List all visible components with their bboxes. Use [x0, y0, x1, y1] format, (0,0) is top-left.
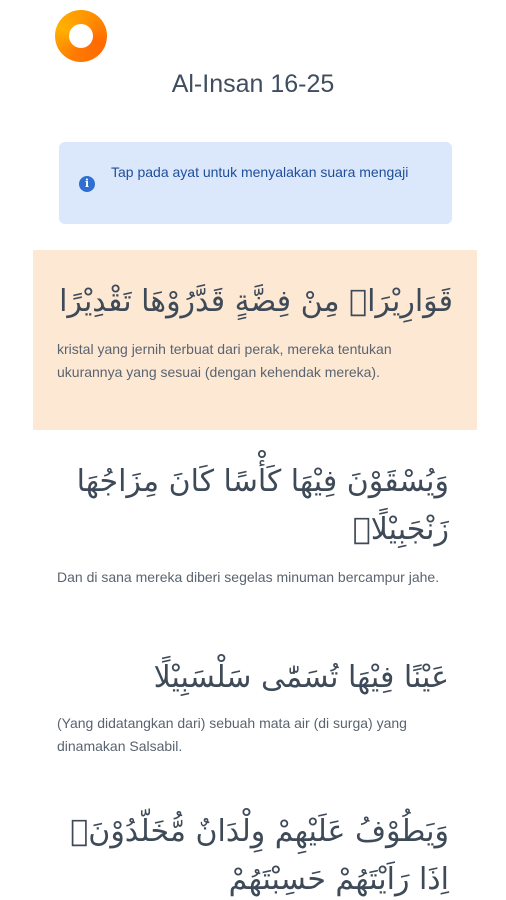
verse-item-17[interactable]: [0, 458, 506, 608]
verse-item-16[interactable]: [33, 250, 477, 430]
verse-arabic-segment: وَيَطُوْفُ عَلَيْهِمْ وِلْدَانٌ مُّخَلَّدُوْنَۚ اِذَا رَاَيْتَهُمْ حَسِبْتَهُمْ: [70, 814, 449, 897]
verse-arabic-text: وَيُسْقَوْنَ فِيْهَا كَأْسًا كَانَ مِزَاجُهَا زَنْجَبِيْلًاۚ: [76, 464, 449, 547]
info-icon: i: [79, 176, 95, 192]
verse-arabic-text: قَوَارِيْرَا۟ مِنْ فِضَّةٍ قَدَّرُوْهَا تَقْدِيْرًا: [59, 284, 453, 319]
verse-item-19[interactable]: [0, 808, 506, 900]
info-banner: [59, 142, 452, 224]
info-banner-text: Tap pada ayat untuk menyalakan suara mengaji: [111, 164, 409, 180]
verse-item-18[interactable]: [0, 654, 506, 764]
verse-arabic-text: عَيْنًا فِيْهَا تُسَمّٰى سَلْسَبِيْلًا: [153, 660, 449, 695]
verse-arabic-text: [57, 808, 449, 900]
verse-translation: kristal yang jernih terbuat dari perak, mereka tentukan ukurannya yang sesuai (dengan kehendak mereka).: [57, 341, 392, 380]
page-title: Al-Insan 16-25: [171, 70, 335, 98]
verse-translation: (Yang didatangkan dari) sebuah mata air (di surga) yang dinamakan Salsabil.: [57, 715, 407, 754]
app-logo-icon: [55, 10, 107, 62]
verse-translation: Dan di sana mereka diberi segelas minuman bercampur jahe.: [57, 569, 440, 585]
